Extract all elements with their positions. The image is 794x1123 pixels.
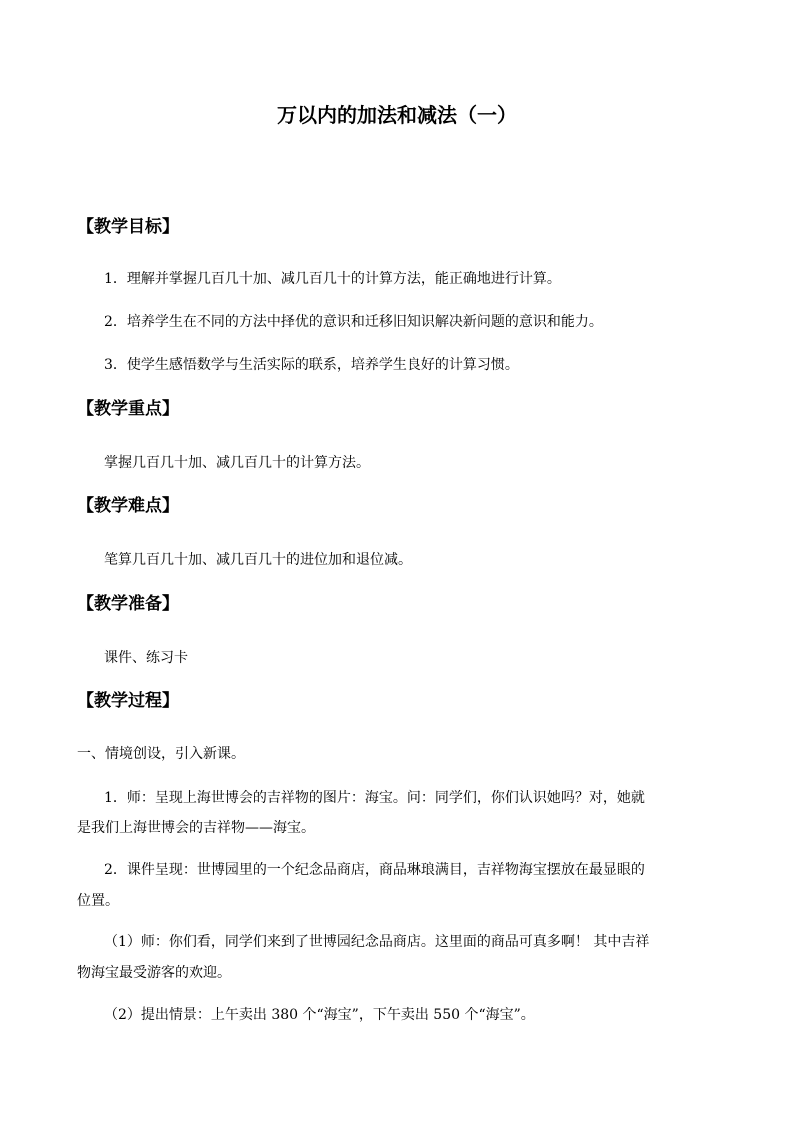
difficulties-text: 笔算几百几十加、减几百几十的进位加和退位减。 xyxy=(104,552,412,568)
page-title: 万以内的加法和减法（一） xyxy=(277,103,517,127)
process-step2-line2: 位置。 xyxy=(77,893,119,909)
preparation-text: 课件、练习卡 xyxy=(104,650,188,666)
process-sub1-line2: 物海宝最受游客的欢迎。 xyxy=(77,965,231,981)
process-step1-line2: 是我们上海世博会的吉祥物——海宝。 xyxy=(77,820,315,836)
section-heading-objectives: 【教学目标】 xyxy=(77,217,179,237)
key-points-text: 掌握几百几十加、减几百几十的计算方法。 xyxy=(104,455,370,471)
objective-item-3: 3．使学生感悟数学与生活实际的联系，培养学生良好的计算习惯。 xyxy=(104,357,519,373)
objective-item-1: 1．理解并掌握几百几十加、减几百几十的计算方法，能正确地进行计算。 xyxy=(104,271,561,287)
section-heading-process: 【教学过程】 xyxy=(77,691,179,711)
process-sub1-line1: （1）师：你们看，同学们来到了世博园纪念品商店。这里面的商品可真多啊！ 其中吉祥 xyxy=(104,934,650,950)
section-heading-preparation: 【教学准备】 xyxy=(77,594,179,614)
process-sub2-line1: （2）提出情景：上午卖出 380 个“海宝”，下午卖出 550 个“海宝”。 xyxy=(104,1007,535,1023)
process-step2-line1: 2．课件呈现：世博园里的一个纪念品商店，商品琳琅满目，吉祥物海宝摆放在最显眼的 xyxy=(104,862,645,878)
process-part1-title: 一、情境创设，引入新课。 xyxy=(77,746,245,762)
section-heading-key-points: 【教学重点】 xyxy=(77,399,179,419)
section-heading-difficulties: 【教学难点】 xyxy=(77,496,179,516)
objective-item-2: 2．培养学生在不同的方法中择优的意识和迁移旧知识解决新问题的意识和能力。 xyxy=(104,314,603,330)
process-step1-line1: 1．师：呈现上海世博会的吉祥物的图片：海宝。问：同学们，你们认识她吗？对，她就 xyxy=(104,790,645,806)
